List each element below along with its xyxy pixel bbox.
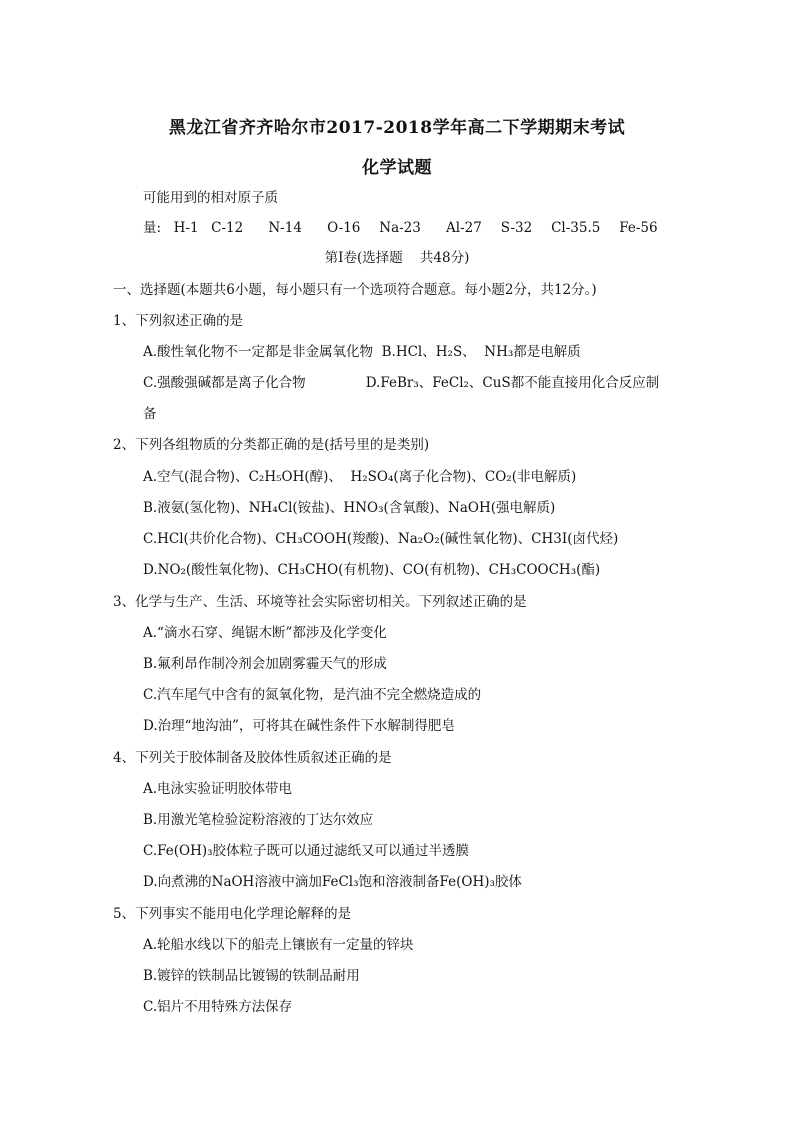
question-option: B.液氨(氢化物)、NH₄Cl(铵盐)、HNO₃(含氧酸)、NaOH(强电解质) (143, 500, 556, 516)
question-option: C.汽车尾气中含有的氮氧化物，是汽油不完全燃烧造成的 (143, 687, 482, 703)
exam-title: 黑龙江省齐齐哈尔市2017-2018学年高二下学期期末考试 (168, 118, 626, 138)
volume-heading: 第Ⅰ卷(选择题 共48分) (324, 250, 470, 266)
question-stem: 4、下列关于胶体制备及胶体性质叙述正确的是 (113, 750, 392, 766)
atomic-mass-intro: 可能用到的相对原子质 (143, 190, 278, 206)
question-option: B.氟利昂作制冷剂会加剧雾霾天气的形成 (143, 656, 387, 672)
question-option: C.HCl(共价化合物)、CH₃COOH(羧酸)、Na₂O₂(碱性氧化物)、CH3I(卤代烃) (143, 531, 619, 547)
question-stem: 5、下列事实不能用电化学理论解释的是 (113, 906, 352, 922)
question-option: B.镀锌的铁制品比镀锡的铁制品耐用 (143, 968, 360, 984)
question-option: C.强酸强碱都是离子化合物 D.FeBr₃、FeCl₂、CuS都不能直接用化合反应制 (143, 375, 660, 391)
question-stem: 2、下列各组物质的分类都正确的是(括号里的是类别) (113, 437, 430, 453)
question-stem: 3、化学与生产、生活、环境等社会实际密切相关。下列叙述正确的是 (113, 594, 527, 610)
question-option: 备 (143, 406, 157, 422)
section-heading: 一、选择题(本题共6小题，每小题只有一个选项符合题意。每小题2分，共12分。) (113, 282, 597, 298)
question-option: C.铝片不用特殊方法保存 (143, 999, 293, 1015)
question-option: A.轮船水线以下的船壳上镶嵌有一定量的锌块 (143, 937, 414, 953)
atomic-mass-values: 量: H-1 C-12 N-14 O-16 Na-23 Al-27 S-32 Cl-35.5 Fe-56 (143, 220, 658, 236)
question-option: C.Fe(OH)₃胶体粒子既可以通过滤纸又可以通过半透膜 (143, 843, 470, 859)
question-option: D.治理“地沟油”，可将其在碱性条件下水解制得肥皂 (143, 718, 455, 734)
question-option: B.用激光笔检验淀粉溶液的丁达尔效应 (143, 812, 374, 828)
question-option: D.NO₂(酸性氧化物)、CH₃CHO(有机物)、CO(有机物)、CH₃COOCH₃(酯) (143, 562, 601, 578)
question-option: A.空气(混合物)、C₂H₅OH(醇)、 H₂SO₄(离子化合物)、CO₂(非电解质) (143, 469, 577, 485)
question-option: A.酸性氧化物不一定都是非金属氧化物 B.HCl、H₂S、 NH₃都是电解质 (143, 344, 581, 360)
question-option: D.向煮沸的NaOH溶液中滴加FeCl₃饱和溶液制备Fe(OH)₃胶体 (143, 874, 522, 890)
question-option: A.电泳实验证明胶体带电 (143, 781, 293, 797)
question-option: A.“滴水石穿、绳锯木断”都涉及化学变化 (143, 625, 387, 641)
exam-subtitle: 化学试题 (362, 158, 432, 178)
question-stem: 1、下列叙述正确的是 (113, 313, 244, 329)
